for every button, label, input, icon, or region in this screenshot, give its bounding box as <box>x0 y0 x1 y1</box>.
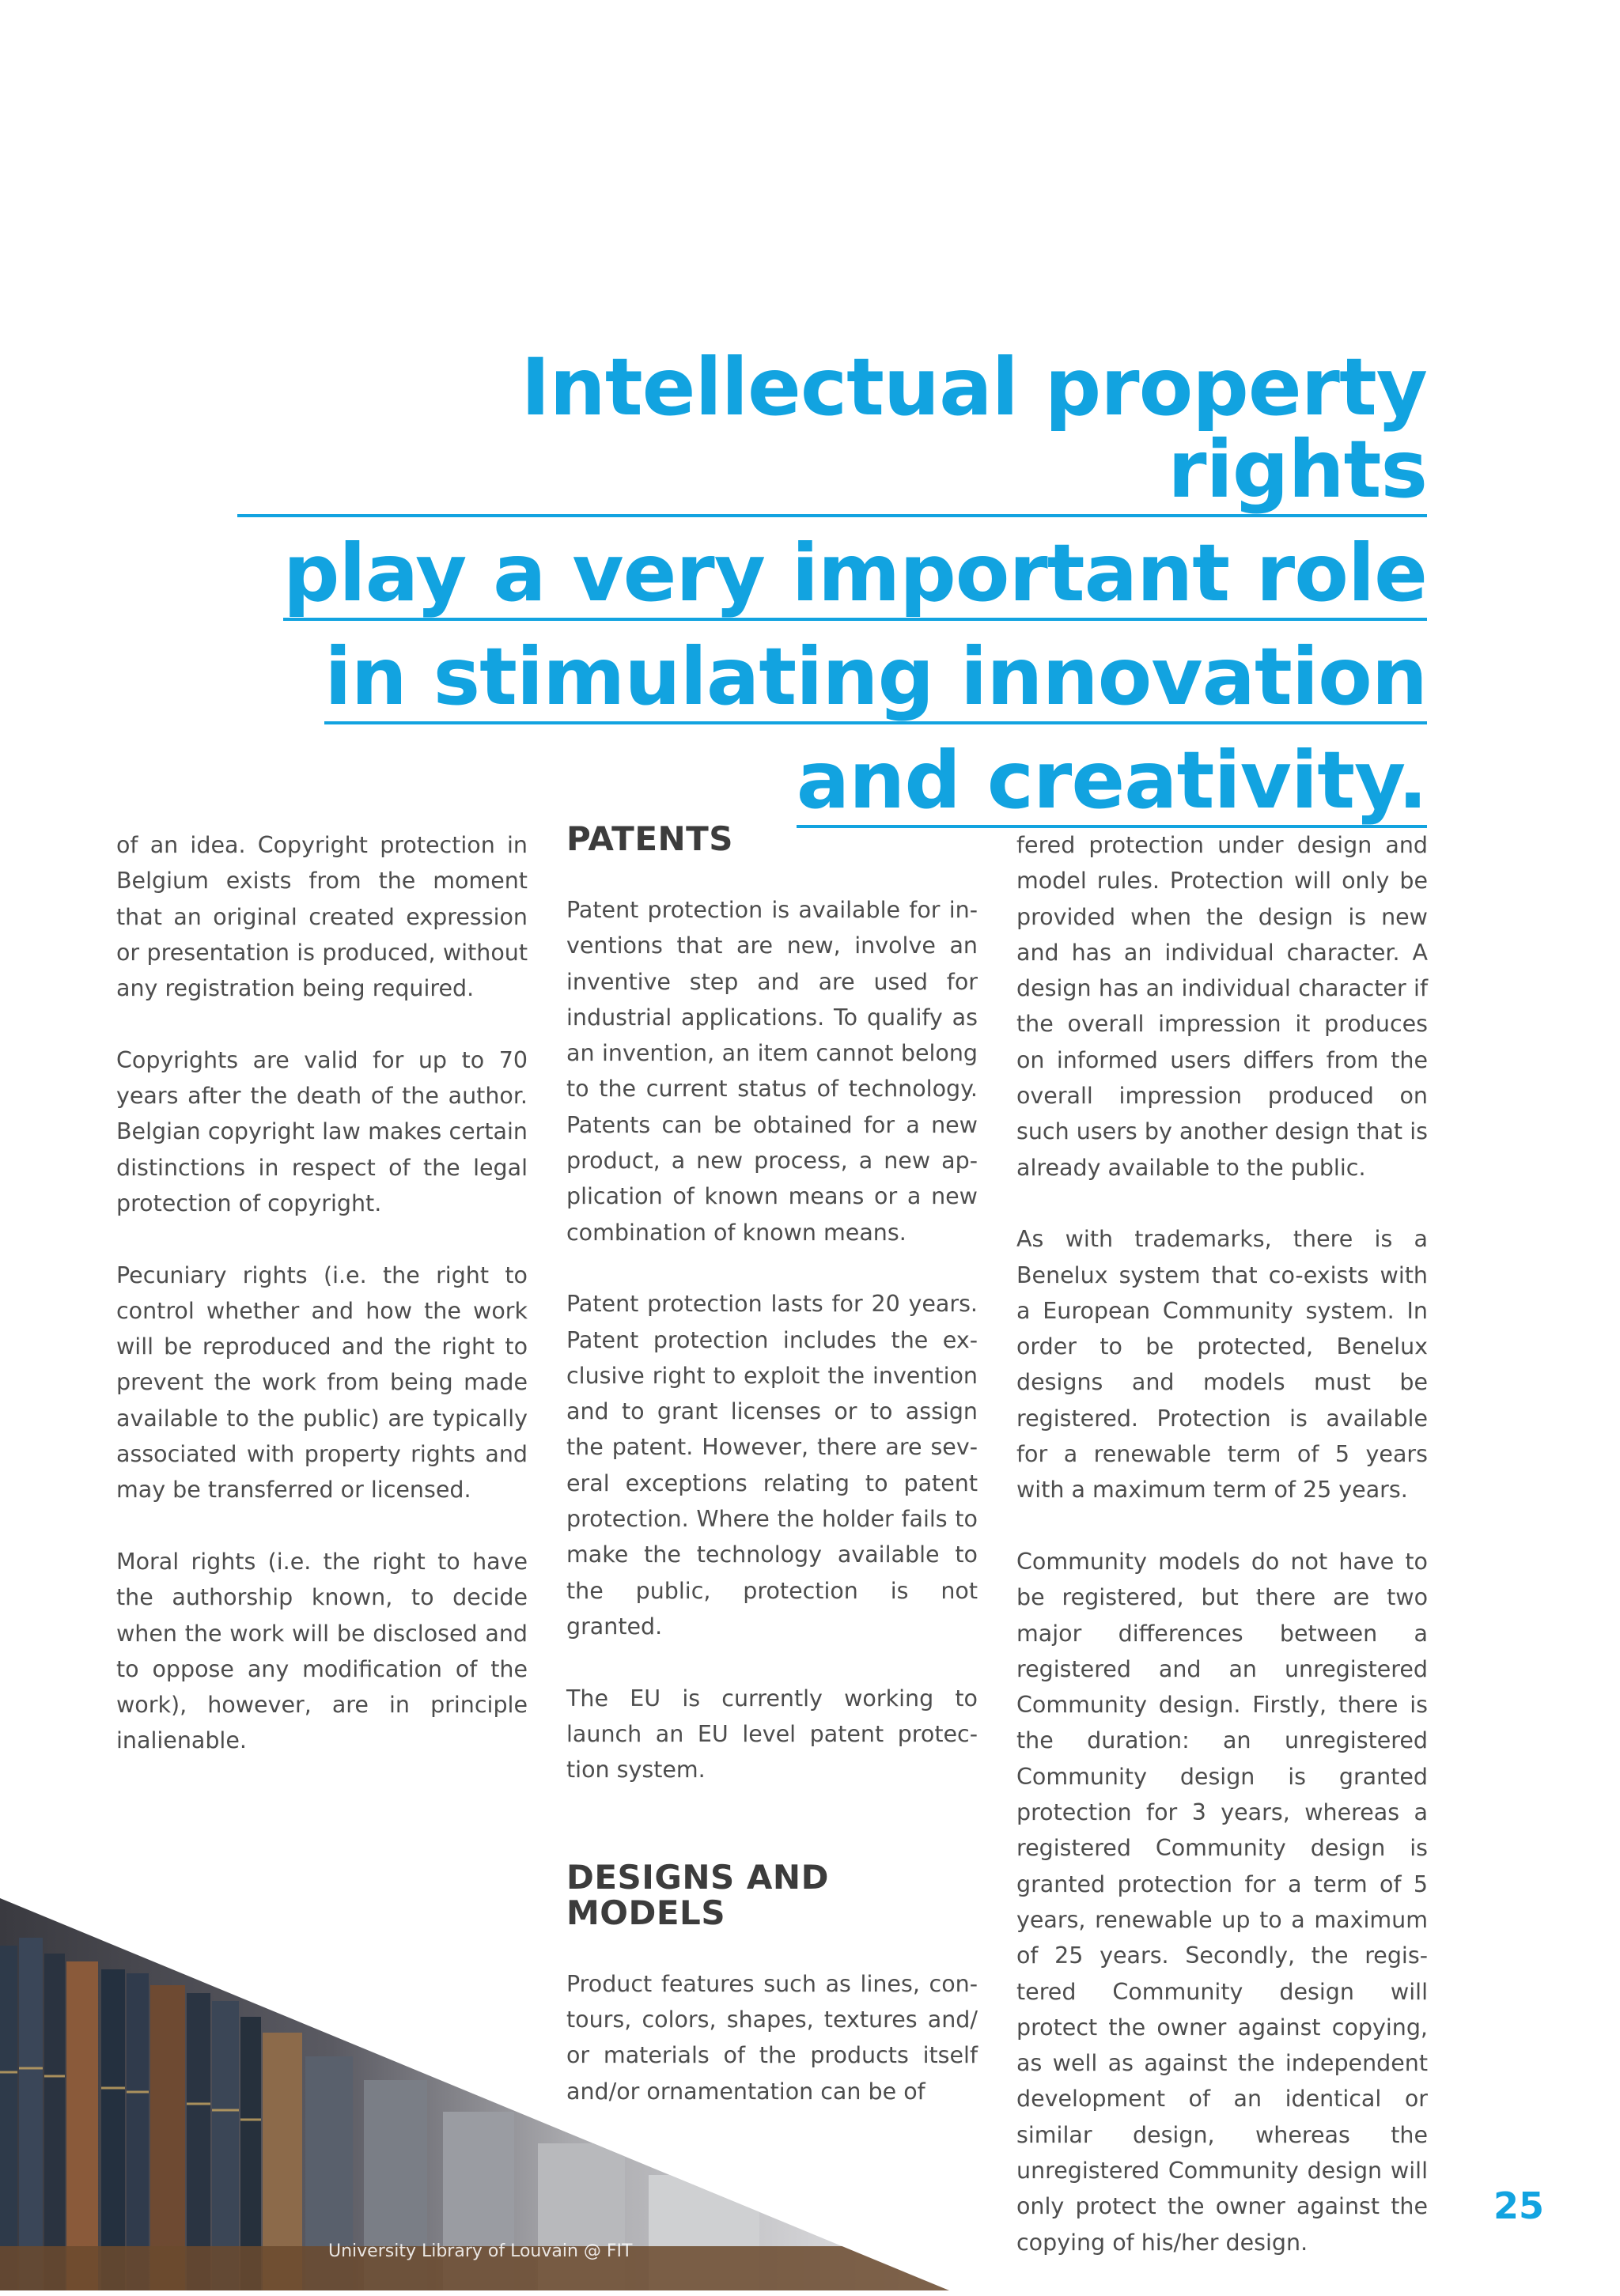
column-copyright <box>116 827 528 1795</box>
headline-line-3: in stimulating innovation <box>324 630 1427 723</box>
heading-line: MODELS <box>566 1893 726 1932</box>
headline-line-1: Intellectual property rights <box>237 346 1427 517</box>
paragraph: Pecuniary rights (i.e. the right to control whether and how the work will be reproduced and the right to prevent the work from being made available to the public) are typically associated with property rights and may be transferred or licensed. <box>116 1261 528 1504</box>
paragraph: As with trademarks, there is a Benelux system that co-exists with a European Community system. In order to be protected, Benelux designs and models must be registered. Protection is available for a renewable term of 5 years with a maximum term of 25 years. <box>1016 1226 1428 1504</box>
page-number: 25 <box>1493 2184 1544 2227</box>
library-books-photo <box>0 1898 949 2290</box>
paragraph: Patent protection is available for inventions that are new, involve an inventive step and are used for industrial applications. To qualify as an invention, an item cannot belong to the current status of technology. Patents can be obtained for a new product, a new process, a new application of known means or a new combination of known means. <box>566 897 978 1246</box>
headline <box>237 341 1427 832</box>
column-designs <box>1016 827 1428 2296</box>
headline-line-4: and creativity. <box>796 734 1427 826</box>
headline-line-2: play a very important role <box>282 527 1427 619</box>
paragraph: Product features such as lines, contours, colors, shapes, textures and/ or materials of the products itself and/or ornamentation can be of <box>566 1970 978 2105</box>
paragraph: Moral rights (i.e. the right to have the authorship known, to decide when the work will be disclosed and to oppose any modification of the work), however, are in principle inalienable. <box>116 1548 528 1754</box>
section-heading-patents: PATENTS <box>566 819 734 858</box>
photo-credit: University Library of Louvain @ FIT <box>328 2241 633 2261</box>
paragraph: Community models do not have to be registered, but there are two major differences between a registered and an unregistered Community design. Firstly, there is the duration: an unregistered Community design is granted protection for 3 years, whereas a registered Community design is granted protection for a term of 5 years, renewable up to a maximum of 25 years. Secondly, the registered Community design will protect the owner against copying, as well as against the independent development of an identical or similar design, whereas the unregistered Community design will only protect the owner against the copying of his/her design. <box>1016 1548 1428 2256</box>
paragraph: The EU is currently working to launch an EU level patent protection system. <box>566 1685 978 1783</box>
paragraph: Copyrights are valid for up to 70 years after the death of the author. Belgian copyright law makes certain distinctions in respect of the legal protection of copyright. <box>116 1046 528 1216</box>
paragraph: fered protection under design and model rules. Protection will only be provided when the design is new and has an individual character. A design has an individual character if the overall impression it produces on informed users differs from the overall impression produced on such users by another design that is already available to the public. <box>1016 832 1428 1181</box>
paragraph: Patent protection lasts for 20 years. Patent protection includes the exclusive right to exploit the invention and to grant licenses or to assign the patent. However, there are several exceptions relating to patent protection. Where the holder fails to make the technology available to the public, protection is not granted. <box>566 1291 978 1640</box>
heading-line: DESIGNS AND <box>566 1857 829 1897</box>
paragraph: of an idea. Copyright protection in Belgium exists from the moment that an original created expression or presentation is produced, without any registration being required. <box>116 832 528 1002</box>
